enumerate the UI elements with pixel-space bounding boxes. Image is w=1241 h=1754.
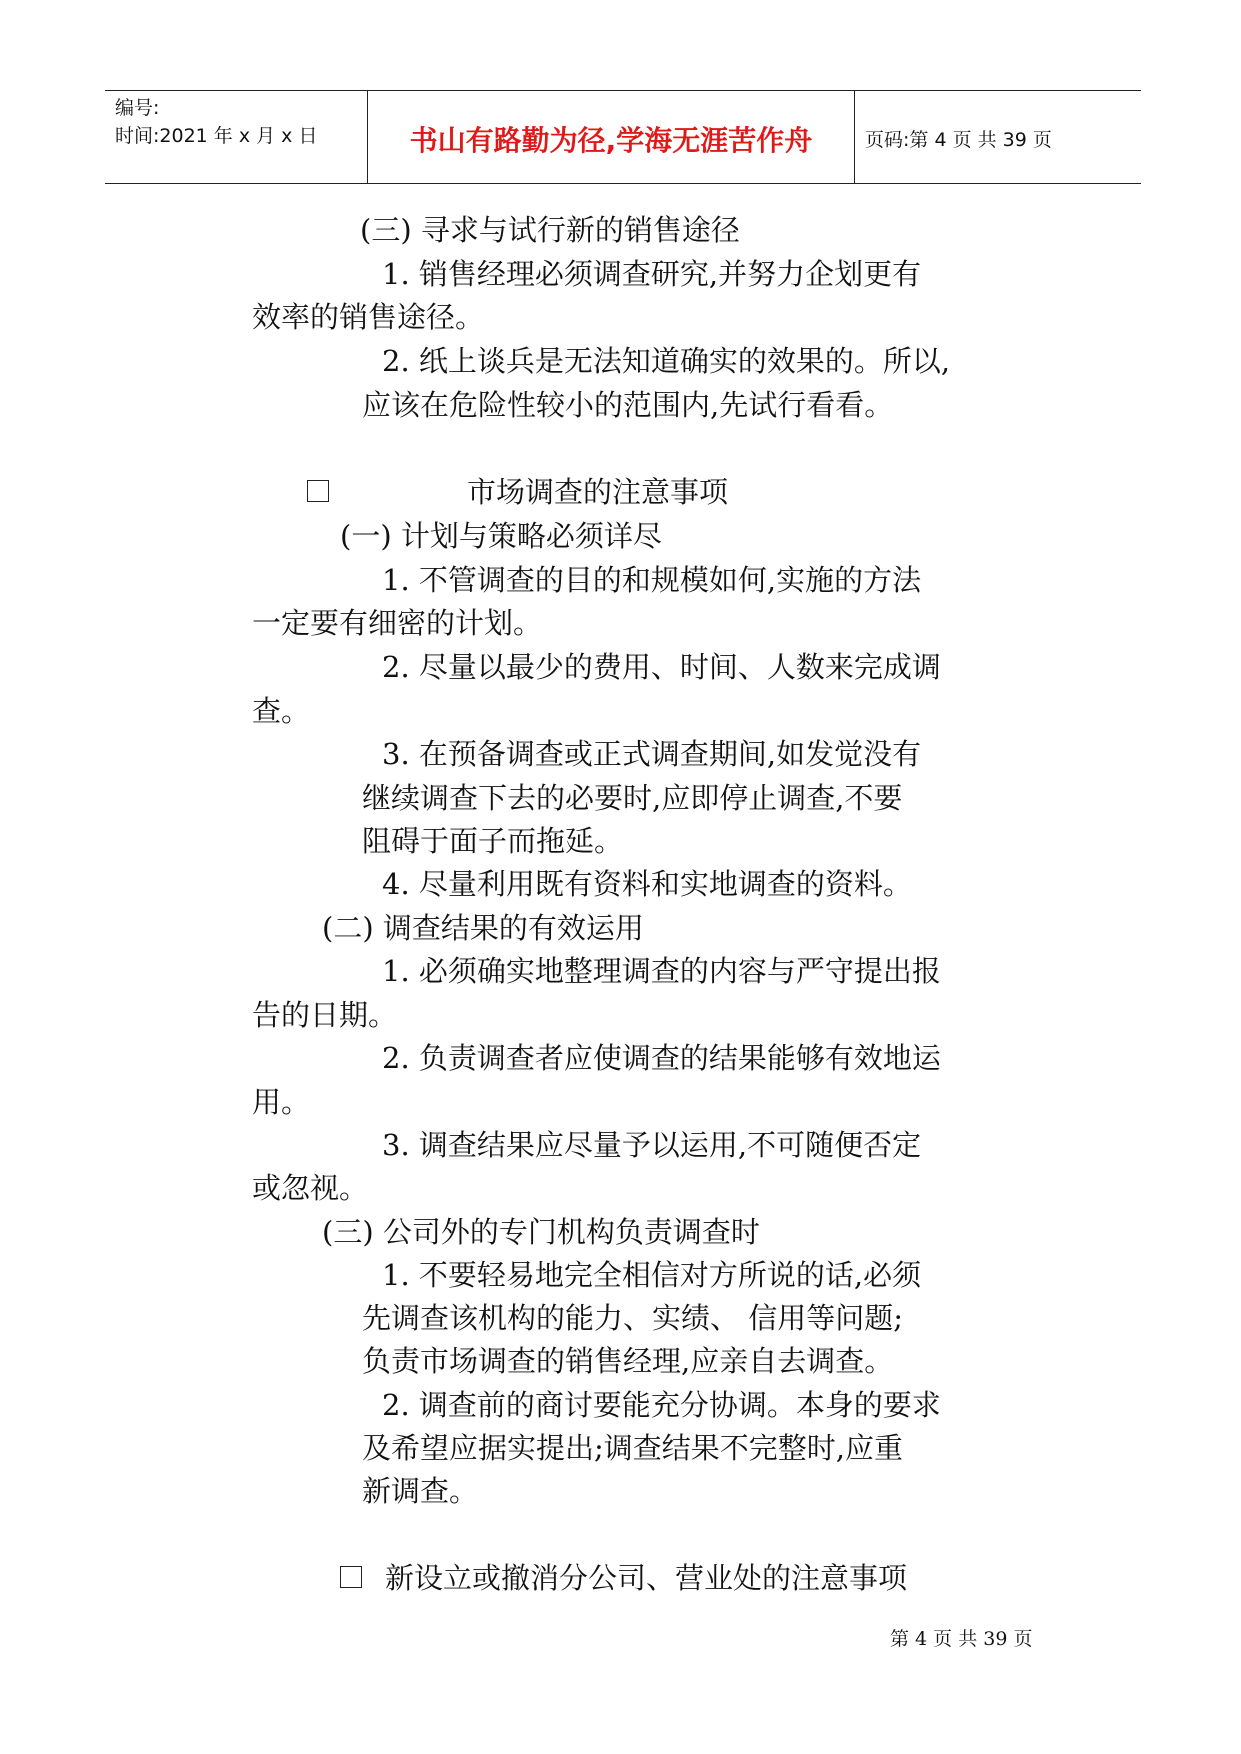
header-table	[105, 90, 1141, 184]
header-left-cell	[105, 91, 367, 183]
subheading: (二) 调查结果的有效运用	[322, 911, 644, 945]
paragraph-line: 一定要有细密的计划。	[252, 606, 543, 640]
subheading: (三) 寻求与试行新的销售途径	[360, 213, 740, 247]
subheading: (一) 计划与策略必须详尽	[340, 519, 662, 553]
paragraph-line: 告的日期。	[252, 998, 398, 1032]
header-motto-cell	[367, 91, 855, 183]
paragraph-line: 新调查。	[362, 1474, 479, 1508]
paragraph-line: 2. 调查前的商讨要能充分协调。本身的要求	[382, 1388, 941, 1422]
paragraph-line: 3. 调查结果应尽量予以运用,不可随便否定	[382, 1128, 922, 1162]
checkbox-icon	[340, 1560, 362, 1596]
paragraph-line: 效率的销售途径。	[252, 300, 485, 334]
paragraph-line: 查。	[252, 694, 311, 728]
paragraph-line: 4. 尽量利用既有资料和实地调查的资料。	[382, 867, 912, 901]
paragraph-line: 继续调查下去的必要时,应即停止调查,不要	[362, 781, 903, 815]
paragraph-line: 1. 销售经理必须调查研究,并努力企划更有	[382, 257, 922, 291]
paragraph-line: 阻碍于面子而拖延。	[362, 824, 624, 858]
paragraph-line: 2. 纸上谈兵是无法知道确实的效果的。所以,	[382, 344, 951, 378]
time-label: 时间:2021 年 x 月 x 日	[115, 125, 318, 147]
paragraph-line: 用。	[252, 1085, 311, 1119]
paragraph-line: 1. 必须确实地整理调查的内容与严守提出报	[382, 954, 941, 988]
paragraph-line: 1. 不要轻易地完全相信对方所说的话,必须	[382, 1258, 922, 1292]
paragraph-line: 或忽视。	[252, 1171, 369, 1205]
section-heading: 市场调查的注意事项	[467, 475, 729, 509]
paragraph-line: 及希望应据实提出;调查结果不完整时,应重	[362, 1431, 903, 1465]
paragraph-line: 先调查该机构的能力、实绩、 信用等问题;	[362, 1301, 903, 1335]
motto: 书山有路勤为径,学海无涯苦作舟	[409, 124, 813, 157]
number-label: 编号:	[115, 97, 160, 119]
section-heading: 新设立或撤消分公司、营业处的注意事项	[385, 1561, 908, 1595]
paragraph-line: 3. 在预备调查或正式调查期间,如发觉没有	[382, 737, 922, 771]
page-label: 页码:第 4 页 共 39 页	[865, 129, 1052, 151]
paragraph-line: 2. 尽量以最少的费用、时间、人数来完成调	[382, 650, 941, 684]
page-footer: 第 4 页 共 39 页	[890, 1628, 1033, 1650]
paragraph-line: 1. 不管调查的目的和规模如何,实施的方法	[382, 563, 922, 597]
subheading: (三) 公司外的专门机构负责调查时	[322, 1215, 760, 1249]
paragraph-line: 2. 负责调查者应使调查的结果能够有效地运	[382, 1041, 941, 1075]
header-right-cell	[855, 91, 1141, 183]
paragraph-line: 应该在危险性较小的范围内,先试行看看。	[362, 388, 894, 422]
checkbox-icon	[307, 474, 329, 510]
paragraph-line: 负责市场调查的销售经理,应亲自去调查。	[362, 1344, 894, 1378]
